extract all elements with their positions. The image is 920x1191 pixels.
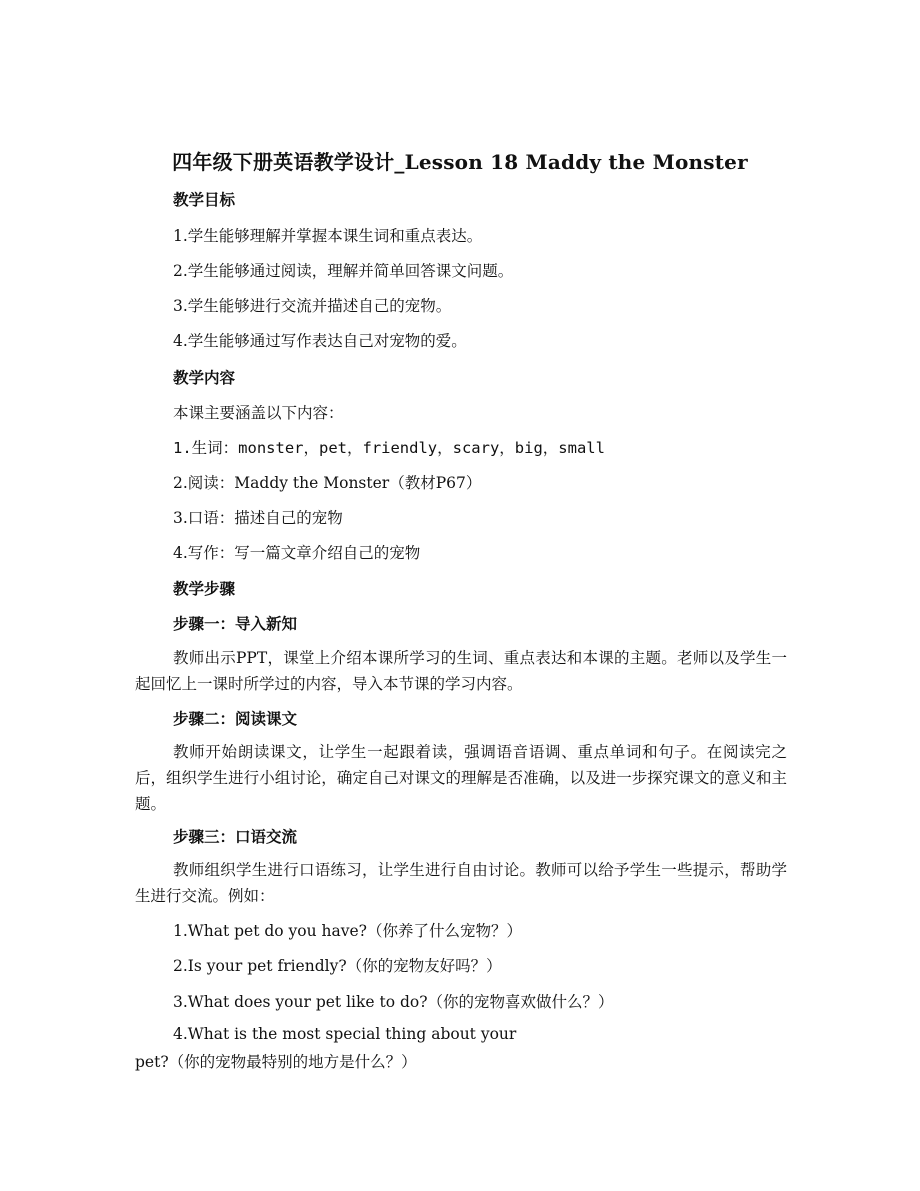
objective-item-3: 3.学生能够进行交流并描述自己的宠物。	[173, 297, 452, 315]
content-item-3: 3.口语：描述自己的宠物	[173, 509, 343, 527]
question-4-line-1: 4.What is the most special thing about your	[173, 1025, 517, 1043]
objective-item-4: 4.学生能够通过写作表达自己对宠物的爱。	[173, 332, 467, 350]
content-intro: 本课主要涵盖以下内容：	[173, 404, 344, 422]
step1-heading: 步骤一：导入新知	[173, 614, 298, 633]
document-title: 四年级下册英语教学设计_Lesson 18 Maddy the Monster	[172, 150, 748, 174]
objective-item-2: 2.学生能够通过阅读，理解并简单回答课文问题。	[173, 262, 514, 280]
objective-item-1: 1.学生能够理解并掌握本课生词和重点表达。	[173, 227, 483, 245]
steps-heading: 教学步骤	[173, 579, 236, 598]
content-item-4: 4.写作：写一篇文章介绍自己的宠物	[173, 544, 421, 562]
question-1: 1.What pet do you have?（你养了什么宠物？）	[173, 922, 522, 940]
content-heading: 教学内容	[173, 368, 236, 387]
step3-heading: 步骤三：口语交流	[173, 827, 298, 846]
step3-text: 教师组织学生进行口语练习，让学生进行自由讨论。教师可以给予学生一些提示，帮助学生进行交流。例如：	[135, 861, 787, 905]
question-2: 2.Is your pet friendly?（你的宠物友好吗？）	[173, 957, 502, 975]
content-item-2: 2.阅读：Maddy the Monster（教材P67）	[173, 474, 482, 492]
question-4-line-2: pet?（你的宠物最特别的地方是什么？）	[135, 1053, 417, 1071]
objectives-heading: 教学目标	[173, 190, 236, 209]
question-3: 3.What does your pet like to do?（你的宠物喜欢做什么？）	[173, 993, 614, 1011]
step2-heading: 步骤二：阅读课文	[173, 709, 298, 728]
step1-text: 教师出示PPT，课堂上介绍本课所学习的生词、重点表达和本课的主题。老师以及学生一起回忆上一课时所学过的内容，导入本节课的学习内容。	[135, 649, 787, 693]
step2-text: 教师开始朗读课文，让学生一起跟着读，强调语音语调、重点单词和句子。在阅读完之后，组织学生进行小组讨论，确定自己对课文的理解是否准确，以及进一步探究课文的意义和主题。	[135, 743, 787, 813]
content-item-1: 1.生词：monster，pet，friendly，scary，big，small	[173, 439, 605, 457]
